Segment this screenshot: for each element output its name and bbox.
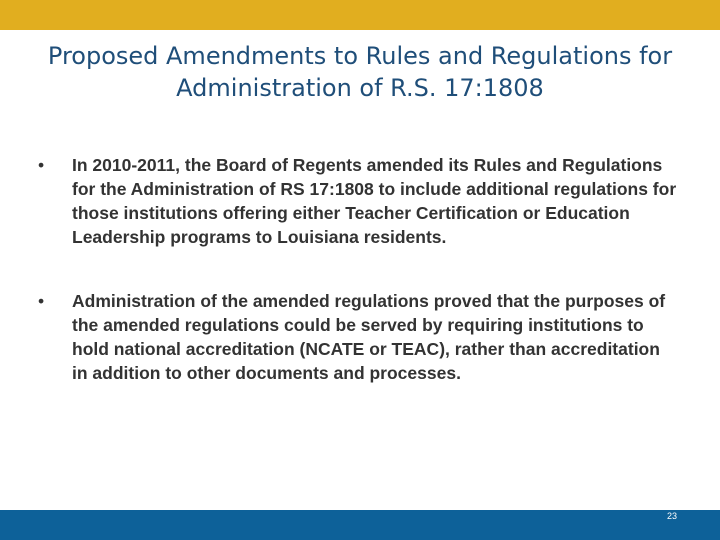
page-number: 23 (666, 511, 677, 521)
slide-title: Proposed Amendments to Rules and Regulations for Administration of R.S. 17:1808 (47, 42, 673, 102)
bullet-list (38, 153, 678, 385)
bullet-text: In 2010-2011, the Board of Regents amended its Rules and Regulations for the Administration of RS 17:1808 to include additional regulations for those institutions offering either Teacher Certification or Education Leadership programs to Louisiana residents. (72, 155, 677, 247)
top-accent-bar (0, 0, 720, 30)
bullet-marker: • (38, 291, 45, 311)
bottom-footer-bar (0, 510, 720, 540)
bullet-text: Administration of the amended regulations proved that the purposes of the amended regulations could be served by requiring institutions to hold national accreditation (NCATE or TEAC), rather than accreditation in addition to other documents and processes. (72, 291, 666, 383)
bullet-item (38, 153, 678, 249)
bullet-item (38, 289, 678, 385)
bullet-marker: • (38, 155, 45, 175)
